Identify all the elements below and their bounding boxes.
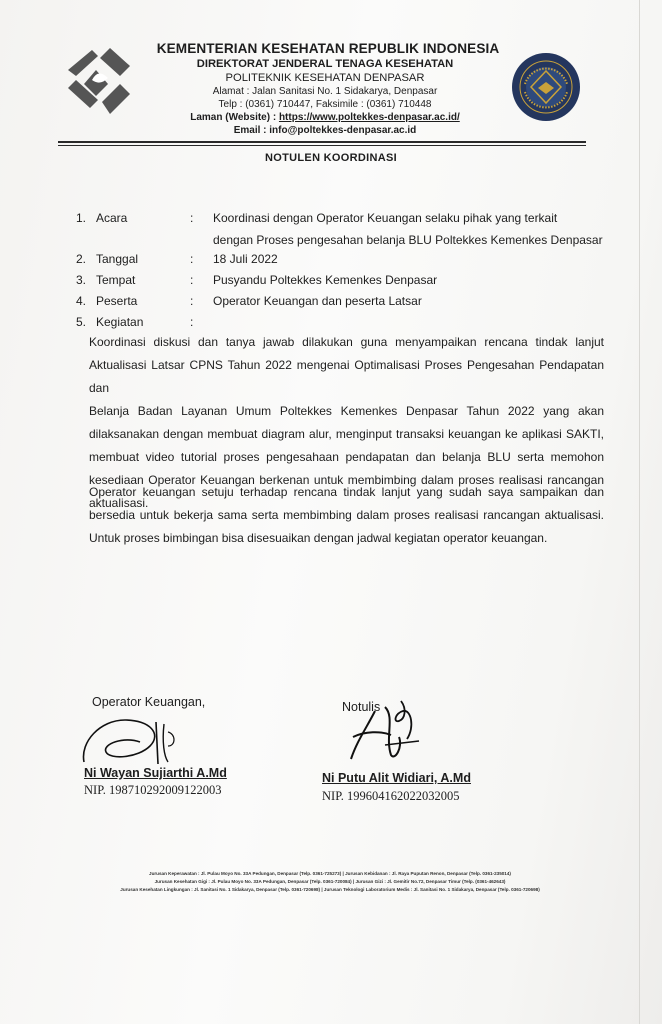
footer-line: Jurusan Kesehatan Gigi : Jl. Pulau Moyo No. 33A Pedungan, Denpasar (Telp. 0361-720084) | Jurusan Gizi : Jl. Gemitir No.72, Denpasar Timur (Telp. (0361-462643) — [154, 879, 506, 884]
signer-left-name: Ni Wayan Sujiarthi A.Md — [84, 766, 227, 780]
footer-line: Jurusan Keperawatan : Jl. Pulau Moyo No. 33A Pedungan, Denpasar (Telp. 0361-725273) | Jurusan Kebidanan : Jl. Raya Puputan Renon, Denpasar (Telp. 0361-235014) — [149, 871, 511, 876]
paragraph-line: Operator keuangan setuju terhadap rencana tindak lanjut yang sudah saya sampaikan dan — [89, 485, 604, 499]
paragraph-line: Aktualisasi Latsar CPNS Tahun 2022 mengenai Optimalisasi Proses Pengesahan Pendapatan dan — [89, 358, 604, 395]
letterhead — [130, 42, 520, 136]
poltekkes-seal — [511, 52, 581, 122]
item-colon: : — [190, 211, 194, 225]
item-number: 5. — [76, 315, 87, 329]
signature-left — [80, 712, 190, 772]
signer-right-nip: NIP. 199604162022032005 — [322, 789, 460, 803]
website-line — [130, 113, 520, 123]
letterhead-rule-thin — [58, 145, 586, 146]
item-value: Operator Keuangan dan peserta Latsar — [213, 294, 422, 308]
signer-left-role: Operator Keuangan, — [92, 695, 206, 709]
item-label: Peserta — [96, 294, 138, 308]
website-link[interactable]: https://www.poltekkes-denpasar.ac.id/ — [278, 112, 460, 123]
item-label: Kegiatan — [96, 315, 144, 329]
item-number: 4. — [76, 294, 87, 308]
paragraph-agreement — [89, 481, 604, 550]
item-value: Pusyandu Poltekkes Kemenkes Denpasar — [213, 273, 438, 287]
paragraph-line: bersedia untuk bekerja sama serta membimbing dalam proses realisasi rancangan aktualisasi. — [89, 508, 604, 522]
paragraph-line: membuat video tutorial proses pengesahaan pendapatan dan belanja BLU serta memohon — [89, 450, 604, 464]
item-colon: : — [190, 315, 194, 329]
directorate-name: DIREKTORAT JENDERAL TENAGA KESEHATAN — [196, 57, 454, 70]
institution-name: POLITEKNIK KESEHATAN DENPASAR — [225, 71, 425, 84]
paragraph-line: dilaksanakan dengan membuat diagram alur, menginput transaksi keuangan ke aplikasi SAKTI, — [89, 427, 604, 441]
kemenkes-logo — [62, 40, 134, 118]
signature-right — [345, 697, 425, 769]
item-label: Tanggal — [96, 252, 139, 266]
item-number: 2. — [76, 252, 87, 266]
signer-right-name: Ni Putu Alit Widiari, A.Md — [322, 771, 471, 785]
footer-line: Jurusan Kesehatan Lingkungan : Jl. Sanitasi No. 1 Sidakarya, Denpasar (Telp. 0361-720698) | Jurusan Teknologi Laboratorium Medis : Jl. Sanitasi No. 1 Sidakarya, Denpasar (Telp. 0361-720698) — [120, 887, 540, 892]
paragraph-line: aktualisasi. — [89, 496, 149, 510]
letterhead-rule-thick — [58, 141, 586, 143]
signer-left-nip: NIP. 198710292009122003 — [84, 783, 222, 797]
item-number: 1. — [76, 211, 87, 225]
item-colon: : — [190, 294, 194, 308]
paragraph-line: Koordinasi diskusi dan tanya jawab dilakukan guna menyampaikan rencana tindak lanjut — [89, 335, 604, 349]
footer-departments — [40, 870, 620, 894]
phone-line: Telp : (0361) 710447, Faksimile : (0361) 710448 — [218, 99, 432, 110]
signer-right-role: Notulis — [342, 700, 381, 714]
item-value: 18 Juli 2022 — [213, 252, 278, 266]
email-line: Email : info@poltekkes-denpasar.ac.id — [233, 125, 417, 136]
item-label: Acara — [96, 211, 128, 225]
document-title: NOTULEN KOORDINASI — [265, 152, 397, 164]
item-value-line-2: dengan Proses pengesahan belanja BLU Poltekkes Kemenkes Denpasar — [213, 233, 603, 247]
paragraph-line: kesediaan Operator Keuangan berkenan untuk membimbing dalam proses realisasi rancangan — [89, 473, 604, 487]
website-label: Laman (Website) : — [190, 112, 279, 123]
ministry-name: KEMENTERIAN KESEHATAN REPUBLIK INDONESIA — [156, 41, 500, 56]
item-label: Tempat — [96, 273, 136, 287]
item-value: Koordinasi dengan Operator Keuangan selaku pihak yang terkait — [213, 211, 558, 225]
item-colon: : — [190, 273, 194, 287]
address-line: Alamat : Jalan Sanitasi No. 1 Sidakarya, Denpasar — [212, 86, 438, 97]
item-colon: : — [190, 252, 194, 266]
item-number: 3. — [76, 273, 87, 287]
paragraph-line: Untuk proses bimbingan bisa disesuaikan dengan jadwal kegiatan operator keuangan. — [89, 531, 548, 545]
paragraph-line: Belanja Badan Layanan Umum Poltekkes Kemenkes Denpasar Tahun 2022 yang akan — [89, 404, 604, 418]
